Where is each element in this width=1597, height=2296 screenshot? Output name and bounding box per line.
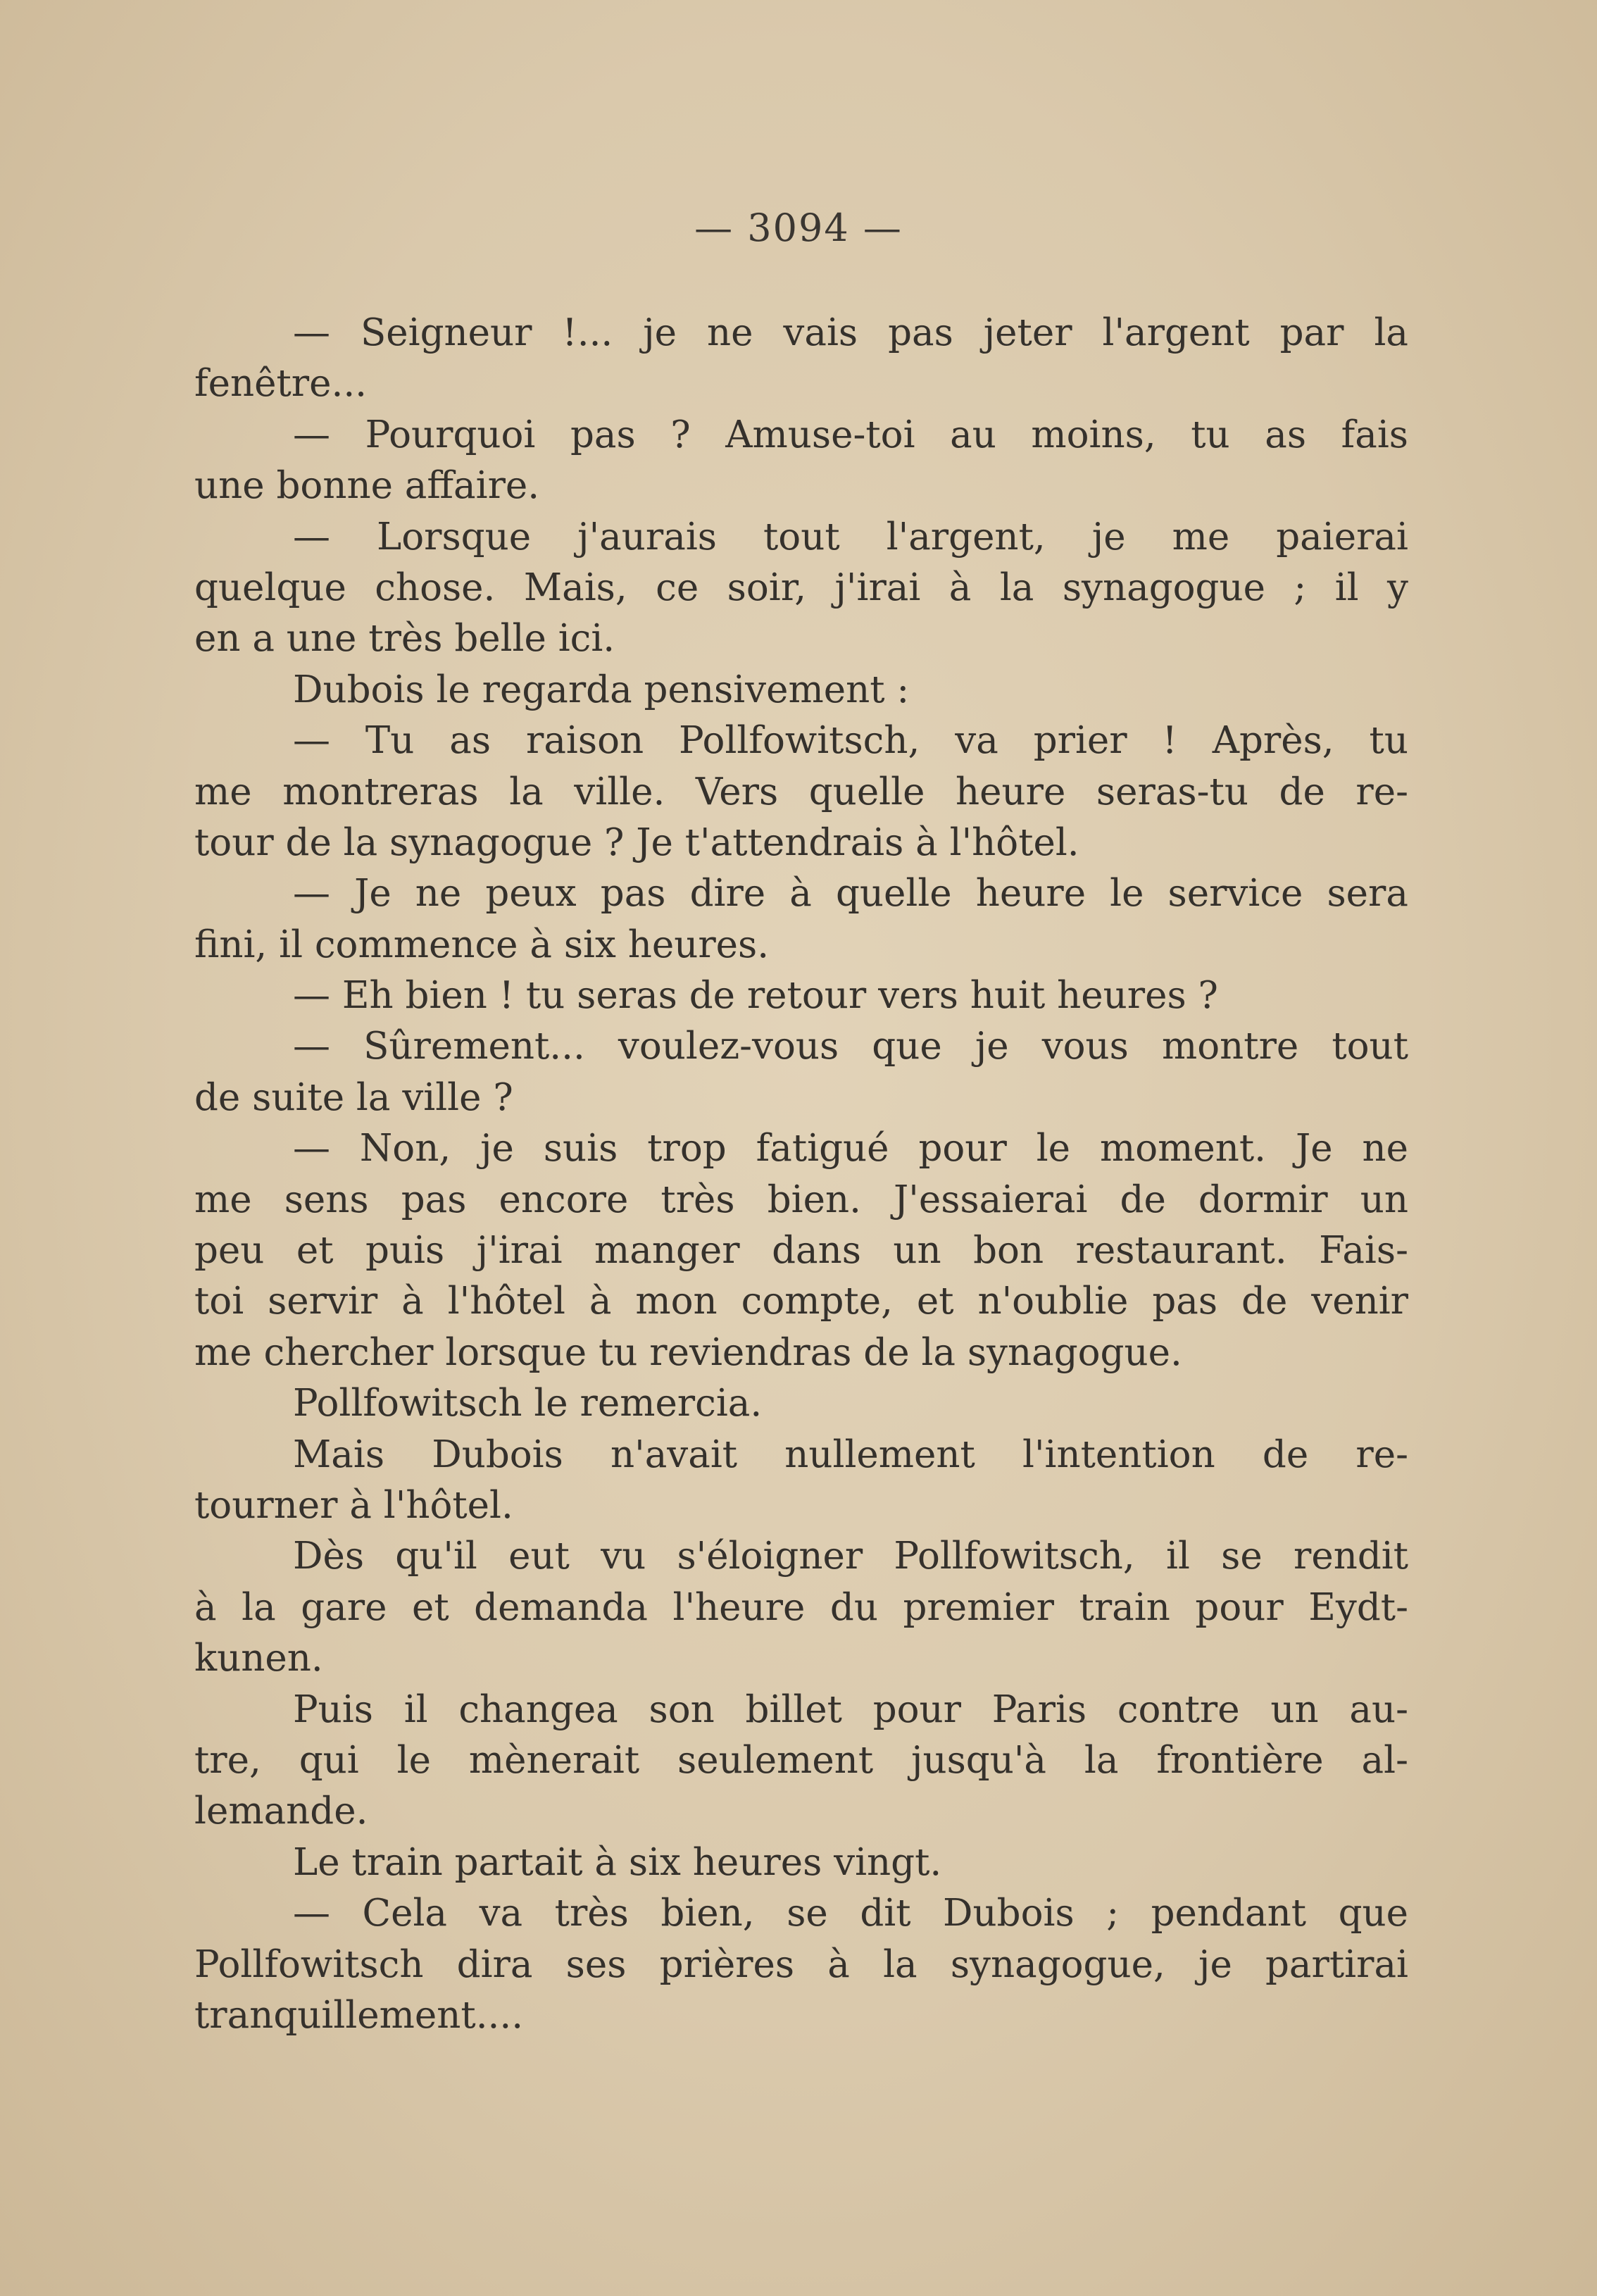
text-line: — Je ne peux pas dire à quelle heure le service sera [293, 872, 1408, 916]
text-line: me montreras la ville. Vers quelle heure seras-tu de re- [194, 770, 1408, 813]
text-line: — Cela va très bien, se dit Dubois ; pendant que [293, 1892, 1408, 1935]
text-line: Pollfowitsch le remercia. [293, 1382, 763, 1425]
text-line: en a une très belle ici. [194, 617, 615, 661]
text-line: toi servir à l'hôtel à mon compte, et n'oublie pas de venir [194, 1280, 1408, 1323]
text-line: fenêtre... [194, 362, 368, 406]
text-line: Puis il changea son billet pour Paris contre un au- [293, 1687, 1408, 1731]
text-line: quelque chose. Mais, ce soir, j'irai à la synagogue ; il y [194, 566, 1408, 609]
text-line: lemande. [194, 1790, 368, 1833]
text-line: — Lorsque j'aurais tout l'argent, je me paierai [293, 515, 1408, 559]
text-line: tourner à l'hôtel. [194, 1483, 513, 1527]
text-line: à la gare et demanda l'heure du premier train pour Eydt- [194, 1585, 1408, 1629]
text-line: tranquillement.... [194, 1993, 524, 2037]
text-line: fini, il commence à six heures. [194, 923, 770, 966]
text-line: me chercher lorsque tu reviendras de la synagogue. [194, 1330, 1182, 1374]
text-line: — Sûrement... voulez-vous que je vous montre tout [293, 1025, 1408, 1068]
text-line: — Tu as raison Pollfowitsch, va prier ! Après, tu [293, 719, 1408, 763]
text-line: Mais Dubois n'avait nullement l'intention de re- [293, 1433, 1408, 1476]
text-line: de suite la ville ? [194, 1075, 513, 1119]
text-line: me sens pas encore très bien. J'essaierai de dormir un [194, 1178, 1408, 1221]
text-line: kunen. [194, 1637, 323, 1680]
body-text [194, 308, 1408, 2041]
text-line: — Eh bien ! tu seras de retour vers huit heures ? [293, 974, 1218, 1018]
text-line: Pollfowitsch dira ses prières à la synagogue, je partirai [194, 1942, 1408, 1986]
text-line: Dès qu'il eut vu s'éloigner Pollfowitsch, il se rendit [293, 1535, 1408, 1578]
text-line: Le train partait à six heures vingt. [293, 1840, 942, 1884]
text-line: — Non, je suis trop fatigué pour le moment. Je ne [293, 1127, 1408, 1171]
text-line: tre, qui le mènerait seulement jusqu'à la frontière al- [194, 1738, 1408, 1782]
text-line: — Seigneur !... je ne vais pas jeter l'argent par la [293, 311, 1408, 354]
text-line: tour de la synagogue ? Je t'attendrais à l'hôtel. [194, 821, 1079, 864]
text-line: Dubois le regarda pensivement : [293, 668, 910, 711]
text-line: peu et puis j'irai manger dans un bon restaurant. Fais- [194, 1229, 1408, 1273]
text-line: une bonne affaire. [194, 464, 540, 508]
text-line: — Pourquoi pas ? Amuse-toi au moins, tu as fais [293, 413, 1408, 456]
page-number: — 3094 — [694, 206, 903, 250]
